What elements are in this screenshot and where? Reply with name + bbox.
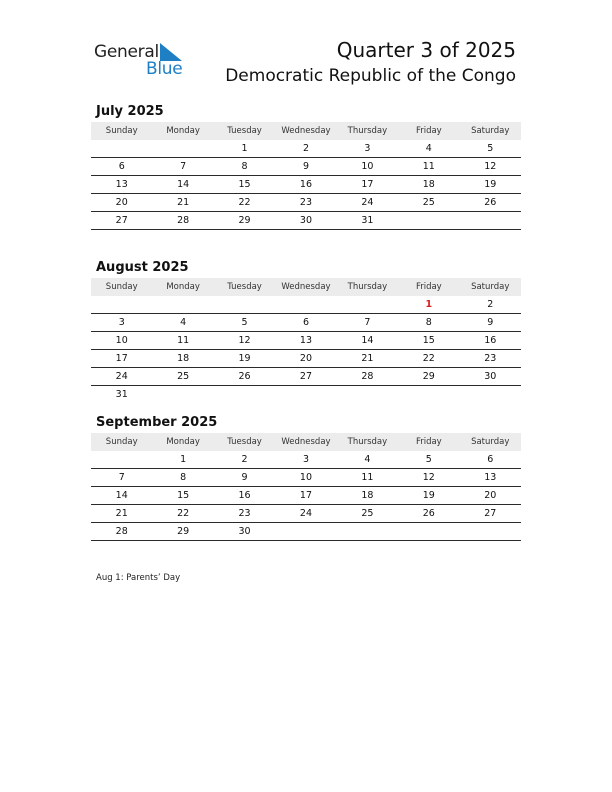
week-row: [91, 194, 521, 212]
day-cell: 3: [118, 317, 125, 328]
day-cell: 4: [180, 317, 187, 328]
day-cell: 17: [299, 490, 313, 501]
logo-general-text: General: [94, 42, 159, 62]
weekday-label: Saturday: [471, 282, 510, 292]
day-cell: 8: [425, 317, 432, 328]
day-cell: 22: [238, 197, 251, 208]
day-cell: 31: [115, 389, 128, 400]
week-row: [91, 212, 521, 230]
week-row: [91, 523, 521, 541]
day-cell: 15: [238, 179, 251, 190]
weekday-header-row: [91, 122, 521, 140]
day-cell: 18: [422, 179, 435, 190]
weekday-label: Saturday: [471, 437, 510, 447]
day-cell: 22: [177, 508, 190, 519]
weekday-label: Saturday: [471, 126, 510, 136]
week-row: [91, 332, 521, 350]
weekday-label: Thursday: [347, 282, 388, 292]
day-cell: 23: [484, 353, 497, 364]
page-subtitle: Democratic Republic of the Congo: [225, 66, 516, 86]
day-cell: 16: [238, 490, 251, 501]
week-row: [91, 368, 521, 386]
day-cell: 3: [302, 454, 309, 465]
day-cell: 18: [177, 353, 190, 364]
day-cell: 2: [302, 143, 309, 154]
logo: [94, 42, 194, 78]
weekday-label: Tuesday: [227, 437, 262, 447]
week-row: [91, 296, 521, 314]
week-row: [91, 158, 521, 176]
weekday-label: Monday: [166, 126, 200, 136]
weekday-header-row: [91, 433, 521, 451]
day-cell: 7: [180, 161, 187, 172]
day-cell: 26: [422, 508, 435, 519]
day-cell: 5: [425, 454, 432, 465]
weekday-label: Monday: [166, 282, 200, 292]
day-cell: 7: [364, 317, 371, 328]
week-row: [91, 469, 521, 487]
day-cell: 14: [361, 335, 374, 346]
day-cell: 12: [484, 161, 497, 172]
day-cell: 4: [364, 454, 371, 465]
day-cell: 27: [115, 215, 128, 226]
day-cell: 27: [299, 371, 313, 382]
day-cell: 11: [361, 472, 374, 483]
day-cell: 27: [484, 508, 497, 519]
week-row: [91, 386, 521, 403]
day-cell: 26: [238, 371, 251, 382]
day-cell: 26: [484, 197, 497, 208]
weekday-label: Wednesday: [281, 126, 331, 136]
weekday-header-row: [91, 278, 521, 296]
day-cell: 31: [361, 215, 374, 226]
day-cell: 12: [422, 472, 435, 483]
day-cell: 23: [299, 197, 313, 208]
day-cell: 10: [361, 161, 374, 172]
day-cell: 4: [425, 143, 432, 154]
day-cell: 17: [361, 179, 374, 190]
day-cell: 9: [241, 472, 248, 483]
day-cell: 11: [422, 161, 435, 172]
logo-blue-text: Blue: [146, 59, 183, 79]
day-cell: 1: [180, 454, 187, 465]
day-cell: 22: [422, 353, 435, 364]
month-august: [91, 258, 521, 403]
day-cell: 18: [361, 490, 374, 501]
day-cell: 13: [115, 179, 128, 190]
day-cell: 13: [484, 472, 497, 483]
day-cell: 7: [118, 472, 125, 483]
weekday-label: Sunday: [105, 437, 138, 447]
day-cell: 24: [361, 197, 374, 208]
day-cell: 2: [487, 299, 494, 310]
day-cell: 25: [361, 508, 374, 519]
day-cell: 11: [177, 335, 190, 346]
day-cell: 28: [361, 371, 374, 382]
day-cell: 21: [115, 508, 128, 519]
weekday-label: Wednesday: [281, 282, 331, 292]
day-cell: 30: [299, 215, 313, 226]
day-cell: 30: [238, 526, 251, 537]
day-cell: 20: [299, 353, 313, 364]
day-cell: 9: [302, 161, 309, 172]
weekday-label: Friday: [415, 282, 442, 292]
weekday-label: Friday: [415, 126, 442, 136]
day-cell: 17: [115, 353, 128, 364]
weekday-label: Wednesday: [281, 437, 331, 447]
holiday-note: Aug 1: Parents’ Day: [96, 573, 181, 583]
day-cell: 1: [241, 143, 248, 154]
day-cell: 13: [299, 335, 313, 346]
day-cell: 19: [238, 353, 251, 364]
weekday-label: Friday: [415, 437, 442, 447]
day-cell: 6: [302, 317, 309, 328]
day-cell: 21: [177, 197, 190, 208]
day-cell: 5: [487, 143, 494, 154]
day-cell: 12: [238, 335, 251, 346]
weekday-label: Thursday: [347, 126, 388, 136]
day-cell: 29: [422, 371, 435, 382]
week-row: [91, 140, 521, 158]
day-cell: 20: [484, 490, 497, 501]
day-cell: 16: [484, 335, 497, 346]
day-cell: 24: [115, 371, 128, 382]
day-cell: 14: [115, 490, 128, 501]
weekday-label: Sunday: [105, 126, 138, 136]
day-cell: 1: [425, 299, 433, 310]
day-cell: 20: [115, 197, 128, 208]
weekday-label: Thursday: [347, 437, 388, 447]
week-row: [91, 487, 521, 505]
weekday-label: Monday: [166, 437, 200, 447]
day-cell: 19: [422, 490, 435, 501]
day-cell: 19: [484, 179, 497, 190]
week-row: [91, 505, 521, 523]
month-july: [91, 102, 521, 230]
day-cell: 30: [484, 371, 497, 382]
page-title: Quarter 3 of 2025: [336, 38, 516, 62]
day-cell: 24: [299, 508, 313, 519]
month-title: July 2025: [96, 104, 164, 119]
day-cell: 25: [422, 197, 435, 208]
day-cell: 25: [177, 371, 190, 382]
day-cell: 21: [361, 353, 374, 364]
day-cell: 3: [364, 143, 371, 154]
day-cell: 10: [115, 335, 128, 346]
day-cell: 28: [177, 215, 190, 226]
day-cell: 29: [177, 526, 190, 537]
day-cell: 2: [241, 454, 248, 465]
day-cell: 14: [177, 179, 190, 190]
week-row: [91, 314, 521, 332]
day-cell: 5: [241, 317, 248, 328]
day-cell: 9: [487, 317, 494, 328]
day-cell: 15: [422, 335, 435, 346]
month-title: August 2025: [96, 260, 189, 275]
day-cell: 6: [118, 161, 125, 172]
month-title: September 2025: [96, 415, 218, 430]
week-row: [91, 350, 521, 368]
day-cell: 8: [180, 472, 187, 483]
month-september: [91, 413, 521, 541]
day-cell: 23: [238, 508, 251, 519]
weekday-label: Tuesday: [227, 126, 262, 136]
day-cell: 16: [299, 179, 313, 190]
weekday-label: Sunday: [105, 282, 138, 292]
weekday-label: Tuesday: [227, 282, 262, 292]
day-cell: 6: [487, 454, 494, 465]
day-cell: 10: [299, 472, 313, 483]
week-row: [91, 451, 521, 469]
day-cell: 29: [238, 215, 251, 226]
week-row: [91, 176, 521, 194]
day-cell: 15: [177, 490, 190, 501]
day-cell: 28: [115, 526, 128, 537]
day-cell: 8: [241, 161, 248, 172]
